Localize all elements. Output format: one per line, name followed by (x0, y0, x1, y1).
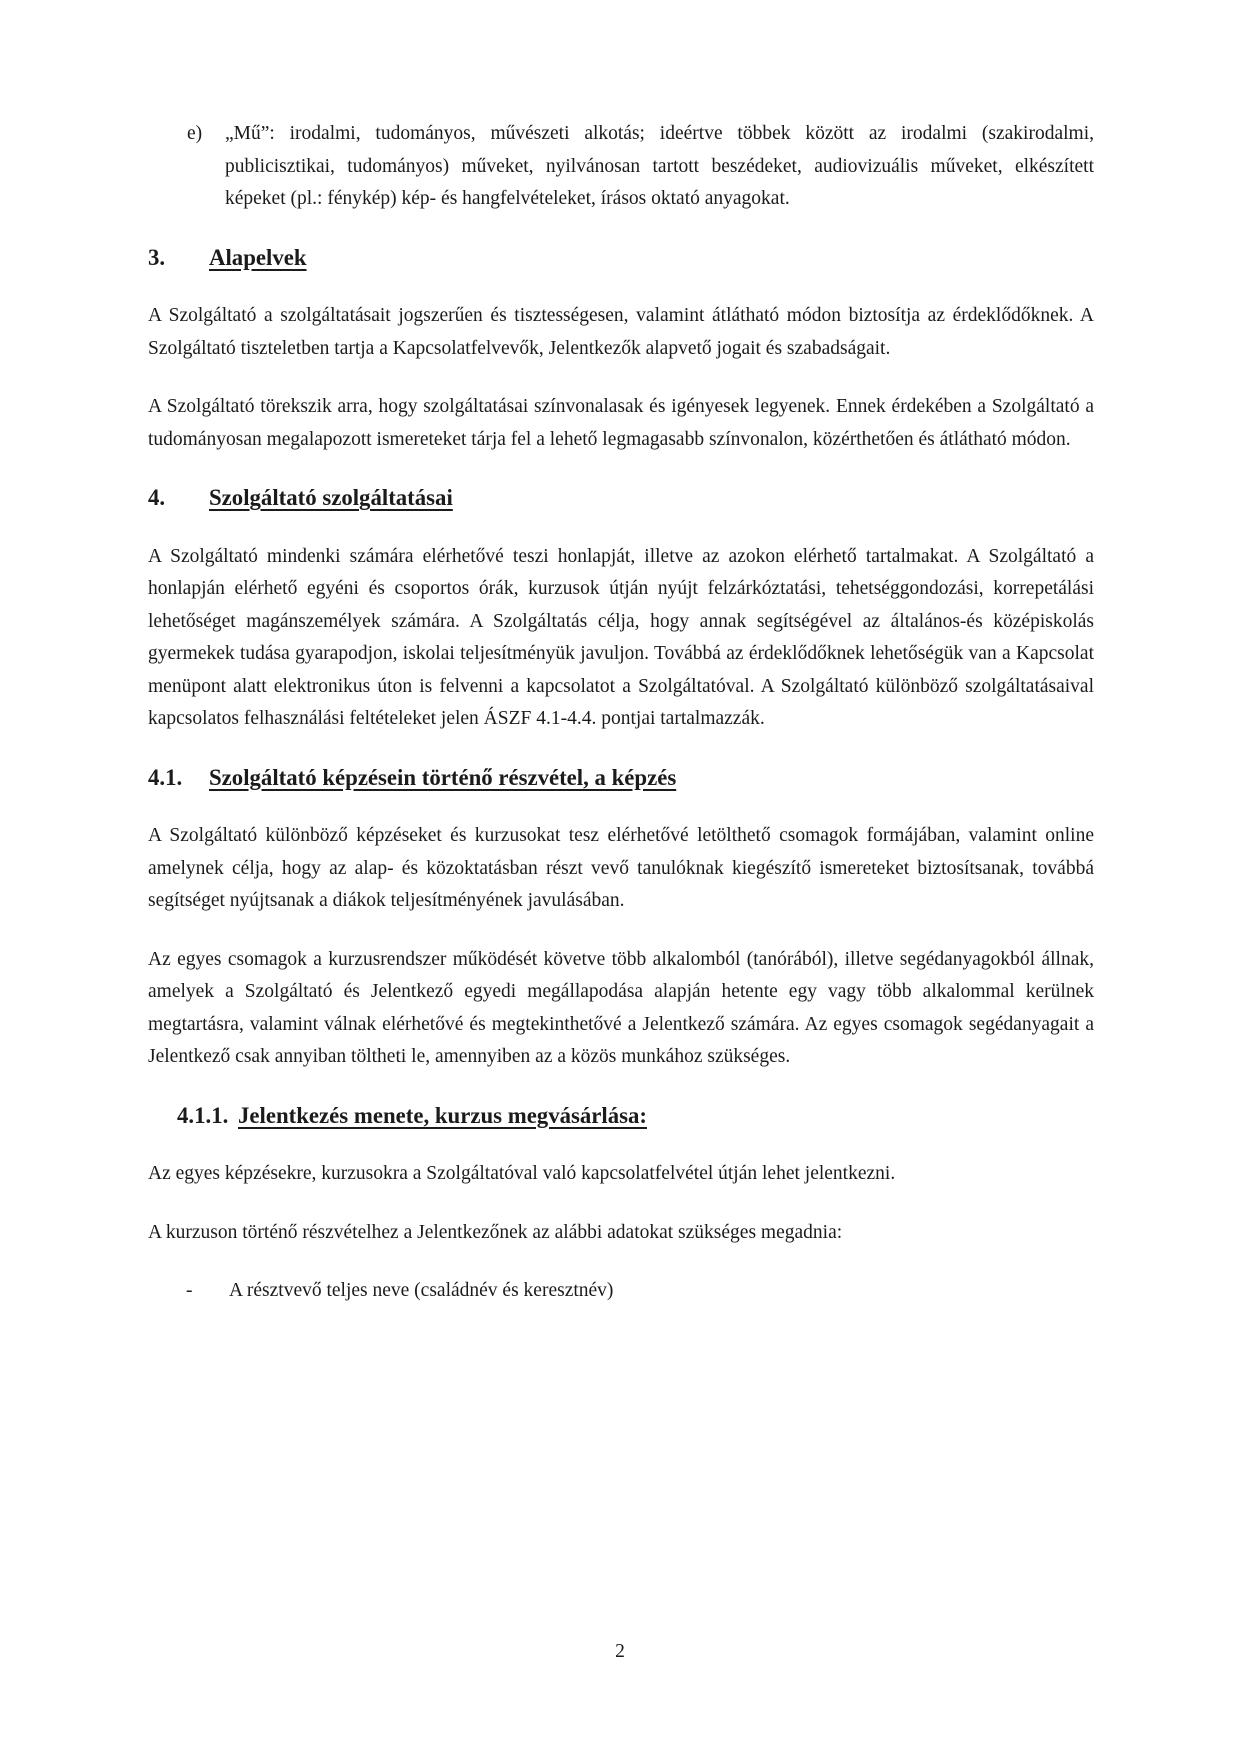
section-4-1-title: Szolgáltató képzésein történő részvétel, a képzés (209, 764, 677, 790)
section-heading-3 (148, 242, 1094, 275)
paragraph-trainings-2: Az egyes csomagok a kurzusrendszer működését követve több alkalomból (tanórából), illetve segédanyagokból állnak, amelyek a Szolgáltató és Jelentkező egyedi megállapodása alapján hetente egy vagy több alkalommal kerülnek megtartásra, valamint válnak elérhetővé és megtekinthetővé a Jelentkező számára. Az egyes csomagok segédanyagait a Jelentkező csak annyiban töltheti le, amennyiben az a közös munkához szükséges. (148, 948, 1094, 1067)
section-heading-4-1 (148, 762, 1094, 795)
section-heading-4-1-1 (177, 1100, 1094, 1133)
paragraph-registration-1: Az egyes képzésekre, kurzusokra a Szolgáltatóval való kapcsolatfelvétel útján lehet jelentkezni. (148, 1163, 896, 1184)
page-number: 2 (615, 1641, 625, 1662)
required-data-item-text: A résztvevő teljes neve (családnév és keresztnév) (229, 1280, 614, 1301)
definition-item-e (148, 118, 1094, 216)
paragraph-principles-2: A Szolgáltató törekszik arra, hogy szolgáltatásai színvonalasak és igényesek legyenek. Ennek érdekében a Szolgáltató a tudományosan megalapozott ismereteket tárja fel a lehető legmagasabb színvonalon, közérthetően és átlátható módon. (148, 396, 1094, 450)
section-3-title: Alapelvek (209, 244, 307, 270)
paragraph-services: A Szolgáltató mindenki számára elérhetővé teszi honlapját, illetve az azokon elérhető tartalmakat. A Szolgáltató a honlapján elérhető egyéni és csoportos órák, kurzusok útján nyújt felzárkóztatási, tehetséggondozási, korrepetálási lehetőséget magánszemélyek számára. A Szolgáltatás célja, hogy annak segítségével az általános-és középiskolás gyermekek tudása gyarapodjon, iskolai teljesítményük javuljon. Továbbá az érdeklődőknek lehetőségük van a Kapcsolat menüpont alatt elektronikus úton is felvenni a kapcsolatot a Szolgáltatóval. A Szolgáltató különböző szolgáltatásaival kapcsolatos felhasználási feltételeket jelen ÁSZF 4.1-4.4. pontjai tartalmazzák. (148, 545, 1094, 729)
dash-marker: - (186, 1280, 193, 1301)
section-4-1-number: 4.1. (148, 764, 183, 790)
required-data-item-name (148, 1275, 1094, 1308)
section-4-1-1-number: 4.1.1. (177, 1102, 229, 1128)
section-heading-4 (148, 482, 1094, 515)
section-4-title: Szolgáltató szolgáltatásai (209, 485, 453, 510)
section-4-number: 4. (148, 485, 166, 510)
section-4-1-1-title: Jelentkezés menete, kurzus megvásárlása: (238, 1102, 647, 1128)
paragraph-trainings-1: A Szolgáltató különböző képzéseket és kurzusokat tesz elérhetővé letölthető csomagok formájában, valamint online amelynek célja, hogy az alap- és közoktatásban részt vevő tanulóknak kiegészítő ismereteket biztosítsanak, továbbá segítséget nyújtsanak a diákok teljesítményének javulásában. (148, 825, 1094, 911)
list-marker-e: e) (187, 123, 203, 144)
paragraph-registration-2: A kurzuson történő részvételhez a Jelentkezőnek az alábbi adatokat szükséges megadnia: (148, 1221, 843, 1243)
definition-item-e-text: „Mű”: irodalmi, tudományos, művészeti alkotás; ideértve többek között az irodalmi (szakirodalmi, publicisztikai, tudományos) műveket, nyilvánosan tartott beszédeket, audiovizuális műveket, elkészített képeket (pl.: fénykép) kép- és hangfelvételeket, írásos oktató anyagokat. (225, 123, 1094, 209)
section-3-number: 3. (148, 244, 166, 270)
paragraph-principles-1: A Szolgáltató a szolgáltatásait jogszerűen és tisztességesen, valamint átlátható módon biztosítja az érdeklődőknek. A Szolgáltató tiszteletben tartja a Kapcsolatfelvevők, Jelentkezők alapvető jogait és szabadságait. (148, 305, 1094, 359)
